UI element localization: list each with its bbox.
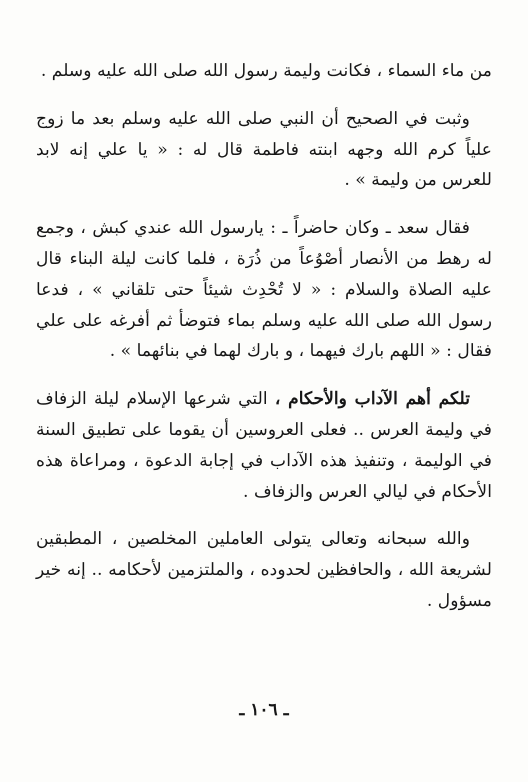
page-body (36, 56, 492, 617)
page-number: ـ ١٠٦ ـ (239, 700, 289, 720)
paragraph-3: فقال سعد ـ وكان حاضراً ـ : يارسول الله عندي كبش ، وجمع له رهط من الأنصار أصْوُعاً من ذُرَة ، فلما كانت ليلة البناء قال عليه الصلاة والسلام : « لا تُحْدِث شيئاً حتى تلقاني » ، فدعا رسول الله صلى الله عليه وسلم بماء فتوضأ ثم أفرغه على علي فقال : « اللهم بارك فيهما ، و بارك لهما في بنائهما » . (36, 218, 492, 362)
paragraph-4 (36, 384, 492, 507)
paragraph-4-lead: تلكم أهم الآداب والأحكام ، (274, 389, 470, 410)
paragraph-2: وثبت في الصحيح أن النبي صلى الله عليه وسلم بعد ما زوج علياً كرم الله وجهه ابنته فاطمة قال له : « يا علي إنه لابد للعرس من وليمة » . (36, 108, 492, 191)
paragraph-1: من ماء السماء ، فكانت وليمة رسول الله صلى الله عليه وسلم . (40, 61, 492, 81)
paragraph-4-rest: التي شرعها الإسلام ليلة الزفاف في وليمة العرس .. فعلى العروسين أن يقوما على تطبيق السنة في الوليمة ، وتنفيذ هذه الآداب في إجابة الدعوة ، ومراعاة هذه الأحكام في ليالي العرس والزفاف . (36, 389, 492, 502)
paragraph-5: والله سبحانه وتعالى يتولى العاملين المخلصين ، المطبقين لشريعة الله ، والحافظين لحدوده ، والملتزمين لأحكامه .. إنه خير مسؤول . (36, 529, 492, 611)
